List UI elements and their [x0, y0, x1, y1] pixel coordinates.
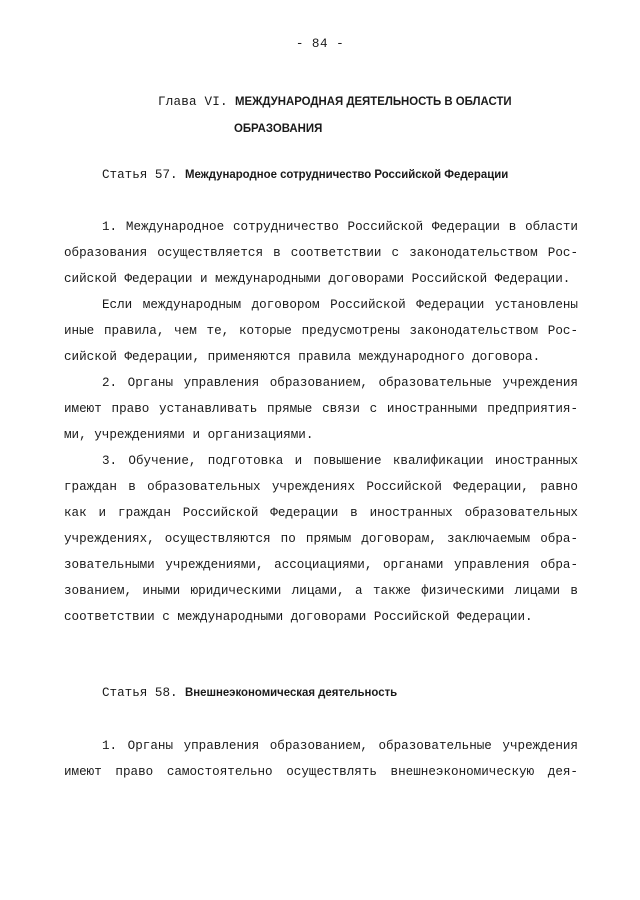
text-line: зовательными учреждениями, ассоциациями, органами управления обра- — [64, 558, 578, 572]
chapter-title-line2: ОБРАЗОВАНИЯ — [234, 121, 323, 135]
article-57-label: Статья 57. — [102, 168, 178, 182]
article-57-body — [64, 214, 578, 630]
text-line: 1. Международное сотрудничество Российской Федерации в области — [102, 220, 578, 234]
text-line: имеют право самостоятельно осуществлять внешнеэкономическую дея- — [64, 765, 578, 779]
article-58-label: Статья 58. — [102, 686, 178, 700]
page-number: - 84 - — [295, 37, 345, 51]
chapter-title-line1: МЕЖДУНАРОДНАЯ ДЕЯТЕЛЬНОСТЬ В ОБЛАСТИ — [235, 94, 513, 108]
text-line: зованием, иными юридическими лицами, а также физическими лицами в — [64, 584, 578, 598]
text-line: 1. Органы управления образованием, образовательные учреждения — [102, 739, 578, 753]
text-line: образования осуществляется в соответствии с законодательством Рос- — [64, 246, 578, 260]
text-line: сийской Федерации и международными договорами Российской Федерации. — [64, 272, 571, 286]
chapter-heading — [158, 88, 536, 142]
article-58-body — [64, 733, 578, 785]
text-line: граждан в образовательных учреждениях Российской Федерации, равно — [64, 480, 578, 494]
article-58-title: Внешнеэкономическая деятельность — [184, 685, 397, 699]
text-line: соответствии с международными договорами Российской Федерации. — [64, 610, 533, 624]
article-57-heading — [102, 167, 536, 182]
text-line: как и граждан Российской Федерации в иностранных образовательных — [64, 506, 578, 520]
article-58-heading — [102, 685, 415, 700]
text-line: сийской Федерации, применяются правила международного договора. — [64, 350, 541, 364]
text-line: 2. Органы управления образованием, образовательные учреждения — [102, 376, 578, 390]
text-line: ми, учреждениями и организациями. — [64, 428, 314, 442]
text-line: учреждениях, осуществляются по прямым договорам, заключаемым обра- — [64, 532, 578, 546]
text-line: имеют право устанавливать прямые связи с иностранными предприятия- — [64, 402, 578, 416]
text-line: Если международным договором Российской Федерации установлены — [102, 298, 578, 312]
text-line: иные правила, чем те, которые предусмотрены законодательством Рос- — [64, 324, 578, 338]
article-57-title: Международное сотрудничество Российской Федерации — [184, 167, 508, 181]
chapter-label: Глава VI. — [158, 95, 228, 109]
text-line: 3. Обучение, подготовка и повышение квалификации иностранных — [102, 454, 578, 468]
